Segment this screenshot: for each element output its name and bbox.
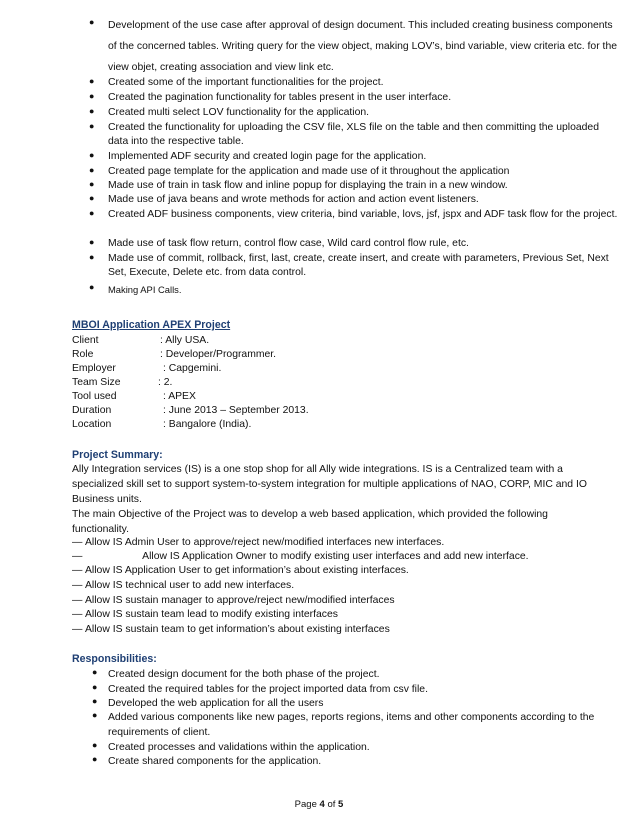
of-label: of xyxy=(327,799,336,810)
detail-row xyxy=(72,405,572,419)
summary-paragraph: Ally Integration services (IS) is a one stop shop for all Ally wide integrations. IS is a Centralized team with a specialized skill set to support system-to-system integration for multiple applications of NAO, CORP, MIC and IO Business units. xyxy=(72,464,587,505)
detail-row xyxy=(72,377,572,391)
bullet-icon: ● xyxy=(89,252,95,262)
list-item-text: Developed the web application for all the users xyxy=(108,698,324,709)
bullet-icon: ● xyxy=(89,179,95,189)
list-item xyxy=(72,565,612,579)
detail-label: Employer xyxy=(72,363,116,374)
bullet-icon: ● xyxy=(92,710,98,720)
list-item xyxy=(72,609,612,623)
dash-icon: — xyxy=(72,537,83,548)
detail-label: Location xyxy=(72,419,112,430)
bullet-icon: ● xyxy=(92,754,98,764)
bullet-icon: ● xyxy=(92,667,98,677)
detail-value: : Bangalore (India). xyxy=(163,419,252,430)
detail-label: Tool used xyxy=(72,391,117,402)
list-item-text: Created the functionality for uploading the CSV file, XLS file on the table and then committing the uploaded data into the respective table. xyxy=(108,122,599,147)
list-item-text: Allow IS sustain team to get information’s about existing interfaces xyxy=(85,624,390,635)
list-item-text: Created processes and validations within the application. xyxy=(108,742,370,753)
list-item-text: Made use of java beans and wrote methods for action and action event listeners. xyxy=(108,194,479,205)
dash-icon: — xyxy=(72,609,83,620)
bullet-icon: ● xyxy=(89,165,95,175)
dash-icon: — xyxy=(72,595,83,606)
dash-icon: — xyxy=(72,551,83,562)
detail-value: : June 2013 – September 2013. xyxy=(163,405,309,416)
bullet-icon: ● xyxy=(89,193,95,203)
summary-paragraph: The main Objective of the Project was to develop a web based application, which provided the following functionality. xyxy=(72,509,548,535)
detail-row xyxy=(72,349,572,363)
detail-label: Role xyxy=(72,349,94,360)
responsibilities-heading: Responsibilities: xyxy=(72,653,157,665)
page-number: 4 xyxy=(319,799,325,810)
list-item-text: Making API Calls. xyxy=(108,284,182,295)
detail-row xyxy=(72,419,572,433)
bullet-icon: ● xyxy=(89,76,95,86)
bullet-icon: ● xyxy=(89,121,95,131)
bullet-icon: ● xyxy=(89,208,95,218)
bullet-icon: ● xyxy=(92,696,98,706)
list-item-text: Allow IS Admin User to approve/reject new/modified interfaces new interfaces. xyxy=(85,537,445,548)
list-item-text: Allow IS Application Owner to modify existing user interfaces and add new interface. xyxy=(85,551,529,562)
dash-icon: — xyxy=(72,580,83,591)
bullet-icon: ● xyxy=(89,237,95,247)
list-item xyxy=(72,537,612,551)
list-item-text: Created page template for the application and made use of it throughout the application xyxy=(108,166,510,177)
detail-label: Client xyxy=(72,335,99,346)
list-item-text: Created some of the important functionalities for the project. xyxy=(108,77,384,88)
list-item-text: Created design document for the both phase of the project. xyxy=(108,669,380,680)
bullet-icon: ● xyxy=(89,17,95,27)
detail-label: Duration xyxy=(72,405,112,416)
list-item xyxy=(72,595,612,609)
list-item-text: Allow IS sustain manager to approve/reject new/modified interfaces xyxy=(85,595,395,606)
list-item-text: Create shared components for the application. xyxy=(108,756,322,767)
detail-value: : 2. xyxy=(158,377,173,388)
detail-value: : Developer/Programmer. xyxy=(160,349,277,360)
dash-icon: — xyxy=(72,624,83,635)
detail-value: : APEX xyxy=(163,391,196,402)
list-item-text: Implemented ADF security and created login page for the application. xyxy=(108,151,427,162)
summary-heading: Project Summary: xyxy=(72,449,163,461)
page-label: Page xyxy=(294,799,317,810)
detail-row xyxy=(72,335,572,349)
page-footer xyxy=(0,799,638,810)
bullet-icon: ● xyxy=(92,682,98,692)
bullet-icon: ● xyxy=(89,282,95,292)
bullet-icon: ● xyxy=(92,740,98,750)
detail-value: : Ally USA. xyxy=(160,335,210,346)
list-item-text: Made use of train in task flow and inline popup for displaying the train in a new window. xyxy=(108,180,508,191)
list-item-text: Development of the use case after approval of design document. This included creating business components of the concerned tables. Writing query for the view object, making LOV’s, bind variable, view criteria etc. for the view objet, creating association and view link etc. xyxy=(108,20,618,73)
list-item-text: Created the pagination functionality for tables present in the user interface. xyxy=(108,92,452,103)
detail-row xyxy=(72,363,572,377)
detail-value: : Capgemini. xyxy=(163,363,222,374)
detail-label: Team Size xyxy=(72,377,121,388)
bullet-icon: ● xyxy=(89,106,95,116)
bullet-icon: ● xyxy=(89,150,95,160)
list-item-text: Added various components like new pages, reports regions, items and other components according to the requirements of client. xyxy=(108,712,595,738)
list-item-text: Made use of commit, rollback, first, last, create, create insert, and create with parameters, Previous Set, Next Set, Execute, Delete etc. from data control. xyxy=(108,253,609,278)
list-item-text: Created the required tables for the project imported data from csv file. xyxy=(108,684,428,695)
list-item xyxy=(72,624,612,638)
project-title: MBOI Application APEX Project xyxy=(72,319,231,331)
dash-icon: — xyxy=(72,565,83,576)
list-item-text: Made use of task flow return, control flow case, Wild card control flow rule, etc. xyxy=(108,238,469,249)
page-total: 5 xyxy=(338,799,344,810)
list-item-text: Allow IS Application User to get information’s about existing interfaces. xyxy=(85,565,409,576)
detail-row xyxy=(72,391,572,405)
list-item-text: Created multi select LOV functionality for the application. xyxy=(108,107,370,118)
list-item-text: Allow IS sustain team lead to modify existing interfaces xyxy=(85,609,338,620)
list-item-text: Created ADF business components, view criteria, bind variable, lovs, jsf, jspx and ADF task flow for the project. xyxy=(108,209,618,220)
list-item-text: Allow IS technical user to add new interfaces. xyxy=(85,580,295,591)
list-item xyxy=(72,551,612,565)
bullet-icon: ● xyxy=(89,91,95,101)
list-item xyxy=(72,580,612,594)
